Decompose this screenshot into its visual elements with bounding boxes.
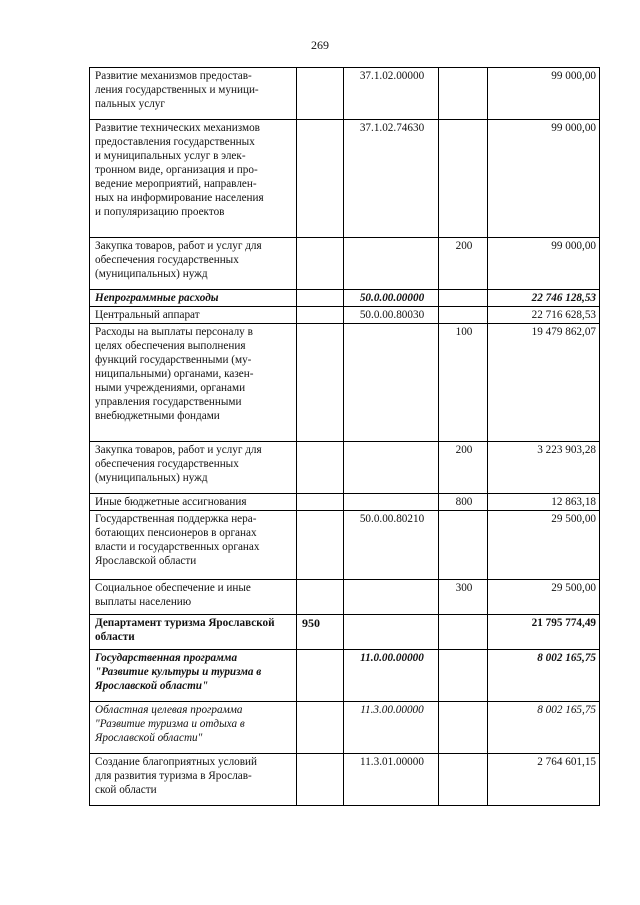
row-expense-type-cell (439, 68, 488, 120)
row-name-cell: Областная целевая программа "Развитие туризма и отдыха в Ярославской области" (90, 702, 297, 754)
page-number: 269 (311, 38, 329, 52)
row-code-cell (344, 324, 439, 442)
row-ministry-cell (297, 307, 344, 324)
row-ministry-cell (297, 580, 344, 615)
row-code-cell: 37.1.02.74630 (344, 120, 439, 238)
row-code-cell: 37.1.02.00000 (344, 68, 439, 120)
row-expense-type-cell: 100 (439, 324, 488, 442)
row-amount-cell: 99 000,00 (488, 238, 600, 290)
row-amount-cell: 2 764 601,15 (488, 754, 600, 806)
row-amount-cell: 3 223 903,28 (488, 442, 600, 494)
row-amount-cell: 19 479 862,07 (488, 324, 600, 442)
row-name-cell: Развитие технических механизмов предоставления государственных и муниципальных услуг в элек- тронном виде, организация и про- ведение мероприятий, направлен- ных на информирование населения и популяризацию проектов (90, 120, 297, 238)
row-amount-cell: 99 000,00 (488, 120, 600, 238)
table-row (90, 68, 600, 120)
table-row (90, 324, 600, 442)
row-expense-type-cell (439, 650, 488, 702)
row-code-cell (344, 615, 439, 650)
table-row (90, 650, 600, 702)
row-name-cell: Департамент туризма Ярославской области (90, 615, 297, 650)
budget-table-body (90, 68, 600, 806)
table-row (90, 754, 600, 806)
row-name-cell: Государственная поддержка нера- ботающих пенсионеров в органах власти и государственных органах Ярославской области (90, 511, 297, 580)
row-code-cell: 50.0.00.00000 (344, 290, 439, 307)
table-row (90, 290, 600, 307)
row-name-cell: Государственная программа "Развитие культуры и туризма в Ярославской области" (90, 650, 297, 702)
row-ministry-cell (297, 702, 344, 754)
row-amount-cell: 21 795 774,49 (488, 615, 600, 650)
row-name-cell: Закупка товаров, работ и услуг для обеспечения государственных (муниципальных) нужд (90, 238, 297, 290)
table-row (90, 615, 600, 650)
row-code-cell (344, 238, 439, 290)
row-expense-type-cell: 800 (439, 494, 488, 511)
row-expense-type-cell: 200 (439, 238, 488, 290)
table-row (90, 442, 600, 494)
row-amount-cell: 8 002 165,75 (488, 650, 600, 702)
row-expense-type-cell: 200 (439, 442, 488, 494)
table-row (90, 120, 600, 238)
row-amount-cell: 12 863,18 (488, 494, 600, 511)
row-amount-cell: 29 500,00 (488, 580, 600, 615)
row-code-cell: 11.0.00.00000 (344, 650, 439, 702)
budget-table (89, 67, 600, 806)
row-ministry-cell (297, 754, 344, 806)
row-expense-type-cell (439, 615, 488, 650)
table-row (90, 511, 600, 580)
table-row (90, 702, 600, 754)
row-expense-type-cell (439, 290, 488, 307)
row-ministry-cell (297, 324, 344, 442)
row-amount-cell: 99 000,00 (488, 68, 600, 120)
row-ministry-cell (297, 442, 344, 494)
row-name-cell: Развитие механизмов предостав- ления государственных и муници- пальных услуг (90, 68, 297, 120)
row-expense-type-cell (439, 754, 488, 806)
row-code-cell: 50.0.00.80030 (344, 307, 439, 324)
row-name-cell: Иные бюджетные ассигнования (90, 494, 297, 511)
row-name-cell: Закупка товаров, работ и услуг для обеспечения государственных (муниципальных) нужд (90, 442, 297, 494)
row-code-cell (344, 494, 439, 511)
row-expense-type-cell (439, 307, 488, 324)
row-amount-cell: 29 500,00 (488, 511, 600, 580)
row-name-cell: Расходы на выплаты персоналу в целях обеспечения выполнения функций государственными (му- ниципальными) органами, казен- ными учреждениями, органами управления государственными внебюджетными фондами (90, 324, 297, 442)
row-code-cell (344, 442, 439, 494)
row-expense-type-cell (439, 511, 488, 580)
table-row (90, 580, 600, 615)
row-amount-cell: 22 746 128,53 (488, 290, 600, 307)
row-name-cell: Создание благоприятных условий для развития туризма в Ярослав- ской области (90, 754, 297, 806)
row-name-cell: Социальное обеспечение и иные выплаты населению (90, 580, 297, 615)
row-ministry-cell (297, 238, 344, 290)
table-row (90, 307, 600, 324)
row-name-cell: Центральный аппарат (90, 307, 297, 324)
row-code-cell (344, 580, 439, 615)
row-ministry-cell (297, 494, 344, 511)
row-code-cell: 11.3.01.00000 (344, 754, 439, 806)
row-ministry-cell: 950 (297, 615, 344, 650)
row-amount-cell: 8 002 165,75 (488, 702, 600, 754)
row-ministry-cell (297, 120, 344, 238)
row-code-cell: 50.0.00.80210 (344, 511, 439, 580)
row-name-cell: Непрограммные расходы (90, 290, 297, 307)
row-ministry-cell (297, 68, 344, 120)
row-code-cell: 11.3.00.00000 (344, 702, 439, 754)
table-row (90, 238, 600, 290)
row-ministry-cell (297, 650, 344, 702)
row-amount-cell: 22 716 628,53 (488, 307, 600, 324)
row-expense-type-cell (439, 120, 488, 238)
row-expense-type-cell: 300 (439, 580, 488, 615)
row-ministry-cell (297, 290, 344, 307)
row-expense-type-cell (439, 702, 488, 754)
table-row (90, 494, 600, 511)
row-ministry-cell (297, 511, 344, 580)
